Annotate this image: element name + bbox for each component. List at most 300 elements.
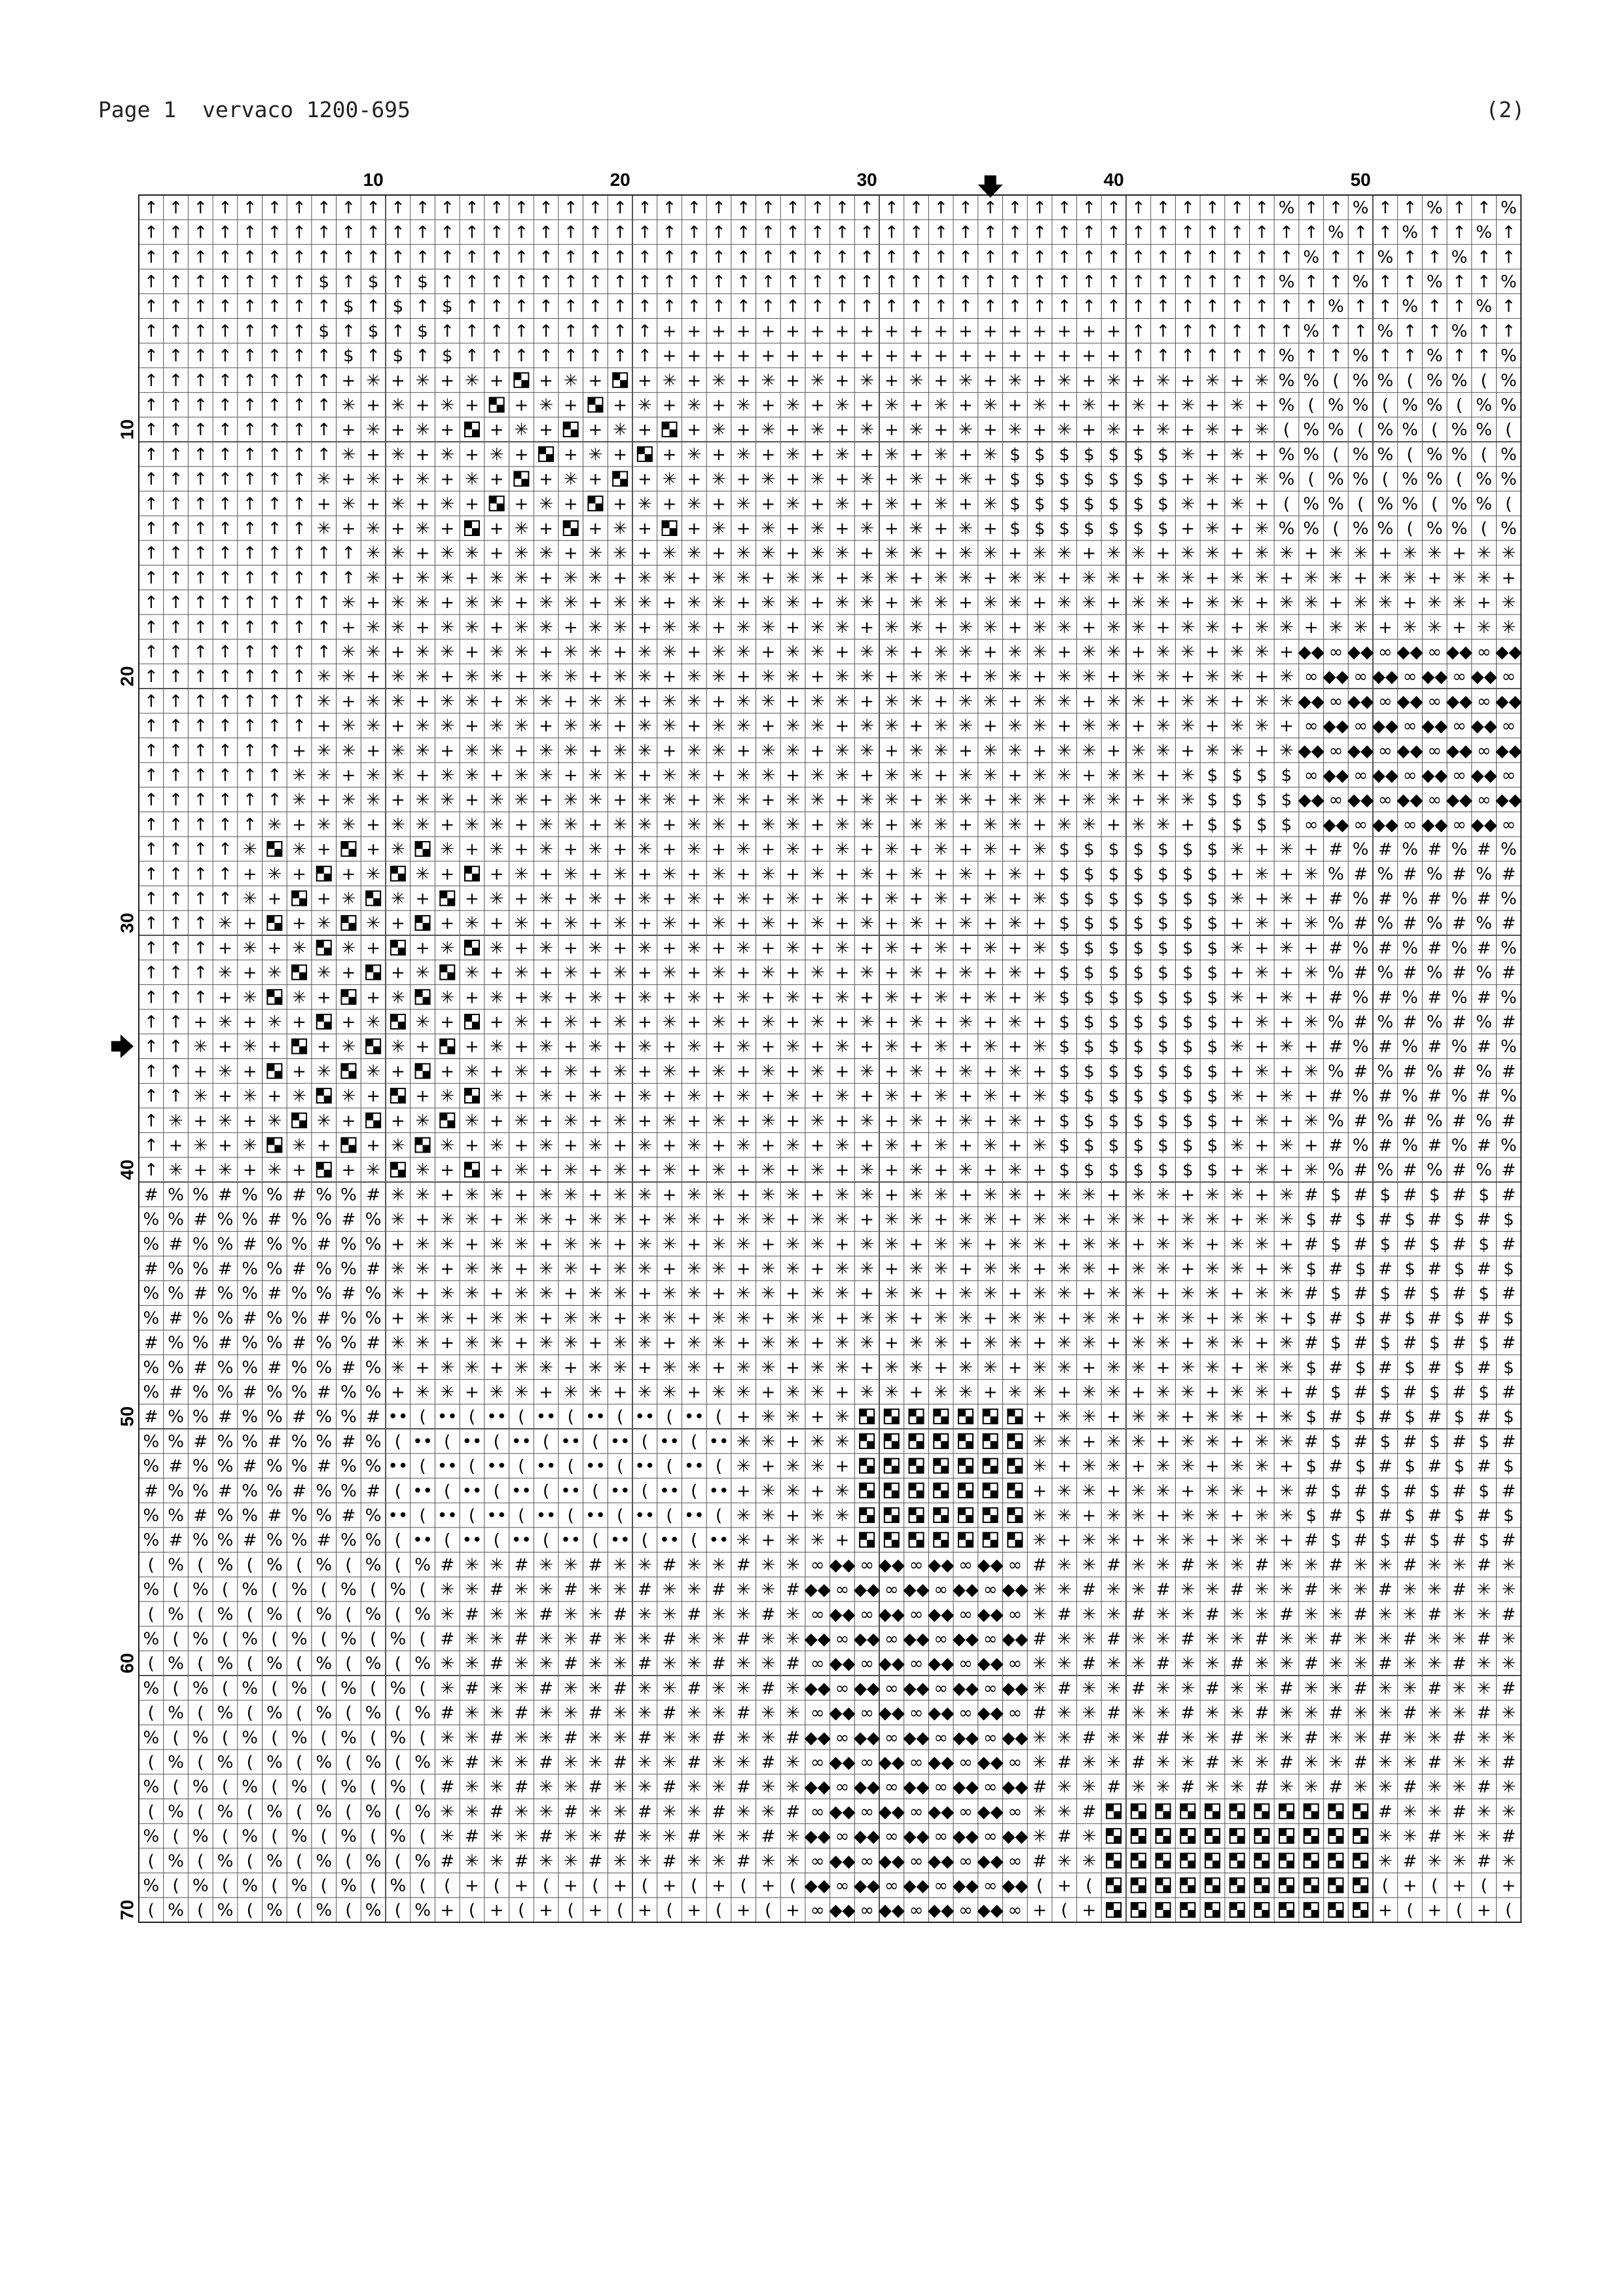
stitch-symbol: ✳ (835, 667, 850, 687)
stitch-symbol: + (1230, 914, 1245, 934)
stitch-symbol: # (1328, 938, 1343, 958)
stitch-symbol: ↑ (761, 296, 776, 317)
stitch-symbol: % (192, 1629, 209, 1649)
stitch-symbol: # (1476, 1308, 1491, 1329)
stitch-symbol: + (1230, 1012, 1245, 1032)
stitch-symbol: ↑ (218, 469, 232, 490)
stitch-symbol: ✳ (712, 1604, 726, 1624)
stitch-symbol: + (415, 617, 430, 637)
stitch-symbol: ↑ (1156, 223, 1171, 243)
stitch-symbol: •• (708, 1481, 729, 1501)
stitch-symbol: $ (1453, 1505, 1465, 1526)
stitch-symbol: ✳ (1254, 1382, 1269, 1403)
stitch-symbol: ✳ (489, 1703, 504, 1723)
stitch-symbol: + (613, 642, 628, 662)
stitch-symbol: ✳ (736, 716, 751, 736)
stitch-symbol: ✳ (440, 444, 455, 465)
stitch-symbol-filled-square (341, 842, 356, 856)
stitch-symbol: ✳ (1230, 1037, 1245, 1057)
stitch-symbol: ✳ (1205, 1728, 1220, 1748)
stitch-symbol: ( (147, 1851, 155, 1871)
stitch-symbol: ( (320, 1728, 327, 1748)
stitch-symbol-filled-square (934, 1483, 948, 1498)
stitch-symbol: ✳ (860, 790, 875, 810)
stitch-symbol: ↑ (218, 543, 232, 564)
stitch-symbol: + (860, 840, 875, 860)
stitch-symbol: ✳ (1304, 864, 1319, 884)
stitch-symbol: % (291, 1382, 308, 1403)
stitch-symbol: % (291, 1505, 308, 1526)
stitch-symbol: # (1427, 1505, 1442, 1526)
stitch-symbol: ✳ (810, 1160, 825, 1181)
stitch-symbol: ✳ (835, 815, 850, 835)
stitch-symbol: ✳ (1180, 494, 1195, 514)
stitch-symbol: ↑ (168, 617, 183, 637)
stitch-symbol: $ (1158, 1062, 1169, 1082)
stitch-symbol: ◆◆ (903, 1876, 930, 1896)
stitch-symbol: ↑ (143, 223, 158, 243)
stitch-symbol: ( (1480, 370, 1487, 391)
stitch-symbol: + (958, 1037, 973, 1057)
stitch-symbol-filled-square (884, 1409, 899, 1424)
stitch-symbol: ↑ (143, 1062, 158, 1082)
stitch-symbol: $ (417, 321, 428, 342)
row-number-label: 40 (117, 1159, 137, 1180)
stitch-symbol: ↑ (1328, 346, 1343, 367)
stitch-symbol: + (366, 1086, 381, 1107)
stitch-symbol-filled-square (1180, 1854, 1195, 1868)
stitch-symbol: + (712, 1136, 726, 1156)
stitch-symbol: ( (320, 1777, 327, 1797)
stitch-symbol: ✳ (1279, 1357, 1294, 1378)
stitch-symbol: + (539, 420, 553, 440)
stitch-symbol: ↑ (539, 223, 553, 243)
stitch-symbol: + (786, 1431, 800, 1452)
stitch-symbol: ∞ (1402, 716, 1417, 736)
stitch-symbol: ✳ (390, 667, 405, 687)
stitch-symbol: ↑ (1402, 247, 1417, 268)
stitch-symbol: % (1426, 370, 1443, 391)
stitch-symbol: % (168, 1604, 184, 1624)
stitch-symbol: + (1180, 1481, 1195, 1501)
stitch-symbol: + (613, 568, 628, 588)
stitch-symbol: # (1377, 1210, 1393, 1230)
stitch-symbol-filled-square (317, 941, 331, 955)
stitch-symbol: # (761, 1752, 776, 1772)
stitch-symbol: ↑ (761, 247, 776, 268)
stitch-symbol: + (1082, 691, 1097, 711)
stitch-symbol: ( (394, 1851, 401, 1871)
stitch-symbol: + (884, 815, 899, 835)
stitch-symbol: + (539, 1901, 553, 1921)
stitch-symbol: ✳ (489, 1234, 504, 1255)
stitch-symbol: ✳ (613, 1629, 628, 1649)
stitch-symbol: ✳ (1279, 938, 1294, 958)
stitch-symbol: % (1500, 988, 1517, 1008)
stitch-symbol: •• (659, 1530, 680, 1551)
stitch-symbol: + (958, 1333, 973, 1354)
stitch-symbol: + (934, 914, 949, 934)
stitch-symbol: ◆◆ (878, 1555, 905, 1575)
stitch-symbol: ( (271, 1777, 278, 1797)
stitch-symbol: ( (370, 1678, 377, 1698)
stitch-symbol: ↑ (218, 321, 232, 342)
stitch-symbol: + (1032, 370, 1047, 391)
stitch-symbol: ↑ (1501, 247, 1516, 268)
stitch-symbol: ✳ (1156, 1629, 1171, 1649)
stitch-symbol: # (366, 1333, 381, 1354)
stitch-symbol: + (465, 840, 479, 860)
stitch-symbol: ✳ (489, 1827, 504, 1847)
stitch-symbol: + (1230, 1160, 1245, 1181)
stitch-symbol: •• (486, 1407, 507, 1427)
stitch-symbol: # (366, 1259, 381, 1279)
stitch-symbol: ✳ (1131, 1283, 1146, 1304)
stitch-symbol: ✳ (489, 1086, 504, 1107)
stitch-symbol: ✳ (810, 1357, 825, 1378)
stitch-symbol: + (786, 1160, 800, 1181)
stitch-symbol: ↑ (168, 864, 183, 884)
stitch-symbol: ✳ (934, 444, 949, 465)
row-number-label: 50 (117, 1406, 137, 1427)
stitch-symbol: + (563, 494, 578, 514)
stitch-symbol: + (390, 790, 405, 810)
stitch-symbol: ✳ (539, 741, 553, 761)
stitch-symbol: ↑ (860, 247, 875, 268)
stitch-symbol: + (440, 370, 455, 391)
stitch-symbol: ✳ (884, 568, 899, 588)
stitch-symbol: ✳ (1106, 1210, 1122, 1230)
stitch-symbol: ✳ (1205, 1505, 1220, 1526)
stitch-symbol: + (637, 543, 652, 564)
stitch-symbol: ✳ (1156, 1234, 1171, 1255)
stitch-symbol: ↑ (316, 198, 331, 218)
stitch-symbol: ✳ (1452, 1752, 1467, 1772)
stitch-symbol: + (1476, 593, 1491, 613)
stitch-symbol: •• (708, 1431, 729, 1452)
stitch-symbol: % (1426, 444, 1443, 465)
stitch-symbol: + (687, 1012, 702, 1032)
stitch-symbol: $ (1256, 815, 1267, 835)
stitch-symbol: % (1377, 420, 1394, 440)
stitch-symbol: % (168, 1333, 184, 1354)
stitch-symbol: ( (1480, 518, 1487, 539)
stitch-symbol: # (316, 1234, 331, 1255)
stitch-symbol: ∞ (1427, 741, 1442, 761)
stitch-symbol: # (1402, 1111, 1417, 1131)
stitch-symbol: ∞ (884, 1678, 899, 1698)
stitch-symbol: ✳ (983, 889, 998, 909)
stitch-symbol: ✳ (1205, 1407, 1220, 1427)
stitch-symbol: ↑ (1476, 346, 1491, 367)
stitch-symbol: ✳ (514, 1654, 529, 1674)
stitch-symbol: ✳ (440, 1283, 455, 1304)
stitch-symbol: ✳ (1156, 1456, 1171, 1477)
stitch-symbol: % (1451, 444, 1468, 465)
stitch-symbol: ✳ (1279, 1654, 1294, 1674)
stitch-symbol: # (1353, 914, 1368, 934)
stitch-symbol: + (390, 568, 405, 588)
stitch-symbol: ✳ (1230, 1456, 1245, 1477)
stitch-symbol: ( (641, 1481, 648, 1501)
stitch-symbol: + (440, 1259, 455, 1279)
stitch-symbol: + (1254, 1333, 1269, 1354)
stitch-symbol: + (1032, 667, 1047, 687)
stitch-symbol: + (440, 518, 455, 539)
stitch-symbol: ✳ (341, 790, 356, 810)
stitch-symbol: ◆◆ (952, 1629, 979, 1649)
stitch-symbol: ↑ (958, 272, 973, 292)
stitch-symbol: + (1180, 469, 1195, 490)
stitch-symbol: ✳ (983, 444, 998, 465)
stitch-symbol: ✳ (712, 642, 726, 662)
stitch-symbol: + (835, 321, 850, 342)
stitch-symbol: $ (1059, 1062, 1070, 1082)
stitch-symbol: ↑ (292, 691, 306, 711)
stitch-symbol: + (563, 1357, 578, 1378)
stitch-symbol-filled-square (860, 1533, 874, 1547)
stitch-symbol: ✳ (1131, 1333, 1146, 1354)
stitch-symbol: % (1500, 444, 1517, 465)
stitch-symbol: # (786, 1802, 800, 1822)
stitch-symbol: + (588, 370, 603, 391)
stitch-symbol: % (143, 1456, 160, 1477)
stitch-symbol: ↑ (687, 247, 702, 268)
stitch-symbol: ◆◆ (1298, 790, 1324, 810)
stitch-symbol: # (1156, 1580, 1171, 1600)
stitch-symbol: # (1501, 1752, 1516, 1772)
stitch-symbol: ✳ (761, 617, 776, 637)
stitch-symbol: ◆◆ (1002, 1629, 1029, 1649)
stitch-symbol: •• (462, 1431, 483, 1452)
stitch-symbol: ✳ (1230, 840, 1245, 860)
stitch-symbol: ↑ (1057, 247, 1072, 268)
stitch-symbol: $ (1429, 1530, 1440, 1551)
stitch-symbol: ↑ (1082, 272, 1097, 292)
stitch-symbol: $ (1108, 469, 1120, 490)
stitch-symbol: + (193, 1111, 208, 1131)
stitch-symbol: ✳ (860, 1111, 875, 1131)
stitch-symbol: ✳ (465, 1629, 479, 1649)
stitch-symbol: + (1254, 444, 1269, 465)
stitch-symbol: ↑ (143, 346, 158, 367)
stitch-symbol: ✳ (786, 1481, 800, 1501)
stitch-symbol: ✳ (958, 370, 973, 391)
stitch-symbol: + (1057, 1876, 1072, 1896)
stitch-symbol: ↑ (1254, 346, 1269, 367)
stitch-symbol: + (563, 444, 578, 465)
stitch-symbol: ( (567, 1901, 574, 1921)
stitch-symbol: ( (1505, 494, 1512, 514)
stitch-symbol: % (217, 1456, 234, 1477)
stitch-symbol: # (1476, 1777, 1491, 1797)
stitch-symbol: ✳ (1205, 1357, 1220, 1378)
stitch-symbol: ✳ (1427, 1654, 1442, 1674)
stitch-symbol: $ (1059, 494, 1070, 514)
stitch-symbol: ↑ (1353, 223, 1368, 243)
stitch-symbol: % (1377, 494, 1394, 514)
stitch-symbol: ✳ (514, 1012, 529, 1032)
stitch-symbol-filled-square (1008, 1483, 1022, 1498)
stitch-symbol: ✳ (1156, 1382, 1171, 1403)
stitch-symbol: # (1106, 1777, 1122, 1797)
stitch-symbol: + (786, 1111, 800, 1131)
stitch-symbol: ✳ (786, 568, 800, 588)
stitch-symbol: ( (1431, 1876, 1438, 1896)
stitch-symbol: ✳ (1230, 1259, 1245, 1279)
stitch-symbol: ( (1283, 494, 1290, 514)
stitch-symbol: ✳ (390, 1357, 405, 1378)
stitch-symbol: ✳ (761, 1728, 776, 1748)
stitch-symbol: # (1304, 1283, 1319, 1304)
stitch-symbol: $ (1478, 1283, 1489, 1304)
stitch-symbol: ✳ (1501, 1580, 1516, 1600)
stitch-symbol: ✳ (687, 1777, 702, 1797)
stitch-symbol: + (1279, 1308, 1294, 1329)
stitch-symbol: ◆◆ (977, 1703, 1004, 1723)
stitch-symbol: % (365, 1210, 382, 1230)
stitch-symbol: ( (221, 1876, 229, 1896)
stitch-symbol: + (835, 370, 850, 391)
stitch-symbol: ✳ (687, 593, 702, 613)
stitch-symbol: # (687, 1827, 702, 1847)
stitch-symbol: ✳ (1377, 593, 1393, 613)
stitch-symbol: ( (1381, 469, 1389, 490)
stitch-symbol: ✳ (242, 988, 257, 1008)
stitch-symbol: # (712, 1728, 726, 1748)
stitch-symbol: ✳ (1402, 568, 1417, 588)
stitch-symbol: ✳ (292, 1136, 306, 1156)
stitch-symbol: # (662, 1555, 677, 1575)
stitch-symbol-filled-square (1254, 1903, 1269, 1917)
stitch-symbol: ✳ (1057, 617, 1072, 637)
stitch-symbol: ✳ (1131, 593, 1146, 613)
stitch-symbol: ↑ (1106, 272, 1122, 292)
stitch-symbol: ↑ (465, 346, 479, 367)
stitch-symbol: ✳ (1254, 1062, 1269, 1082)
stitch-symbol: % (242, 1210, 259, 1230)
stitch-symbol: + (637, 1283, 652, 1304)
stitch-symbol-filled-square (1106, 1829, 1121, 1843)
stitch-symbol: ↑ (242, 444, 257, 465)
stitch-symbol: ✳ (1304, 1752, 1319, 1772)
stitch-symbol: + (489, 617, 504, 637)
stitch-symbol: + (1131, 370, 1146, 391)
stitch-symbol: ◆◆ (1002, 1827, 1029, 1847)
stitch-symbol: ( (1431, 420, 1438, 440)
stitch-symbol: ✳ (909, 518, 924, 539)
stitch-symbol: ✳ (440, 1678, 455, 1698)
stitch-symbol: ✳ (1230, 1629, 1245, 1649)
stitch-symbol: + (786, 914, 800, 934)
stitch-symbol: ✳ (860, 914, 875, 934)
stitch-symbol: + (539, 642, 553, 662)
stitch-symbol: ◆◆ (977, 1802, 1004, 1822)
stitch-symbol: + (440, 1012, 455, 1032)
stitch-symbol: + (1008, 1086, 1023, 1107)
stitch-symbol: $ (1182, 1136, 1194, 1156)
stitch-symbol: % (1352, 988, 1369, 1008)
stitch-symbol: ✳ (1106, 1431, 1122, 1452)
stitch-symbol: ✳ (1254, 1456, 1269, 1477)
stitch-symbol: ✳ (1476, 543, 1491, 564)
stitch-symbol: ✳ (687, 815, 702, 835)
stitch-symbol: ↑ (143, 963, 158, 983)
stitch-symbol: ↑ (143, 518, 158, 539)
stitch-symbol: ✳ (884, 988, 899, 1008)
stitch-symbol: ✳ (909, 1012, 924, 1032)
stitch-symbol: # (712, 1802, 726, 1822)
stitch-symbol: % (340, 1333, 357, 1354)
stitch-symbol: ✳ (390, 444, 405, 465)
stitch-symbol: + (168, 1136, 183, 1156)
stitch-symbol: ↑ (341, 543, 356, 564)
stitch-symbol: + (637, 1012, 652, 1032)
stitch-symbol: ✳ (884, 642, 899, 662)
stitch-symbol: ✳ (909, 1357, 924, 1378)
stitch-symbol: ✳ (1032, 1654, 1047, 1674)
stitch-symbol: + (909, 346, 924, 367)
stitch-symbol: ✳ (1032, 543, 1047, 564)
stitch-symbol: ↑ (514, 296, 529, 317)
stitch-symbol: ◆◆ (952, 1728, 979, 1748)
stitch-symbol: ✳ (1476, 1728, 1491, 1748)
stitch-symbol: ✳ (884, 395, 899, 416)
stitch-symbol: $ (1404, 1259, 1415, 1279)
stitch-symbol: ✳ (1156, 1407, 1171, 1427)
stitch-symbol: ✳ (1254, 420, 1269, 440)
stitch-symbol: ✳ (1156, 1555, 1171, 1575)
stitch-symbol: ↑ (1279, 247, 1294, 268)
stitch-symbol: ✳ (1501, 1728, 1516, 1748)
stitch-symbol: # (168, 1308, 183, 1329)
stitch-symbol: ↑ (168, 765, 183, 785)
stitch-symbol: ✳ (1032, 1604, 1047, 1624)
stitch-symbol: # (687, 1678, 702, 1698)
stitch-symbol: + (637, 1160, 652, 1181)
stitch-symbol: ↑ (489, 247, 504, 268)
stitch-symbol: ✳ (292, 790, 306, 810)
stitch-symbol: ( (172, 1827, 179, 1847)
stitch-symbol: # (193, 1283, 208, 1304)
stitch-symbol: # (662, 1777, 677, 1797)
stitch-symbol: ✳ (1205, 518, 1220, 539)
stitch-symbol: # (1501, 1062, 1516, 1082)
stitch-symbol: % (316, 1851, 333, 1871)
page-index: (2) (1486, 97, 1525, 122)
stitch-symbol-filled-square (613, 472, 627, 486)
stitch-symbol: ✳ (958, 1308, 973, 1329)
stitch-symbol: ↑ (366, 223, 381, 243)
stitch-symbol: $ (1158, 963, 1169, 983)
stitch-symbol: + (1008, 840, 1023, 860)
stitch-symbol: ✳ (465, 691, 479, 711)
stitch-symbol: # (1304, 1234, 1319, 1255)
stitch-symbol: ✳ (835, 1407, 850, 1427)
stitch-symbol: % (1476, 1012, 1493, 1032)
stitch-symbol: + (440, 1901, 455, 1921)
stitch-symbol: ✳ (489, 716, 504, 736)
stitch-symbol: + (934, 1012, 949, 1032)
stitch-symbol: ✳ (786, 667, 800, 687)
stitch-symbol: ✳ (860, 963, 875, 983)
stitch-symbol: + (539, 790, 553, 810)
stitch-symbol: + (1032, 1062, 1047, 1082)
stitch-symbol: ✳ (489, 1555, 504, 1575)
stitch-symbol: % (1451, 840, 1468, 860)
stitch-symbol: $ (1059, 518, 1070, 539)
stitch-symbol: ( (370, 1876, 377, 1896)
